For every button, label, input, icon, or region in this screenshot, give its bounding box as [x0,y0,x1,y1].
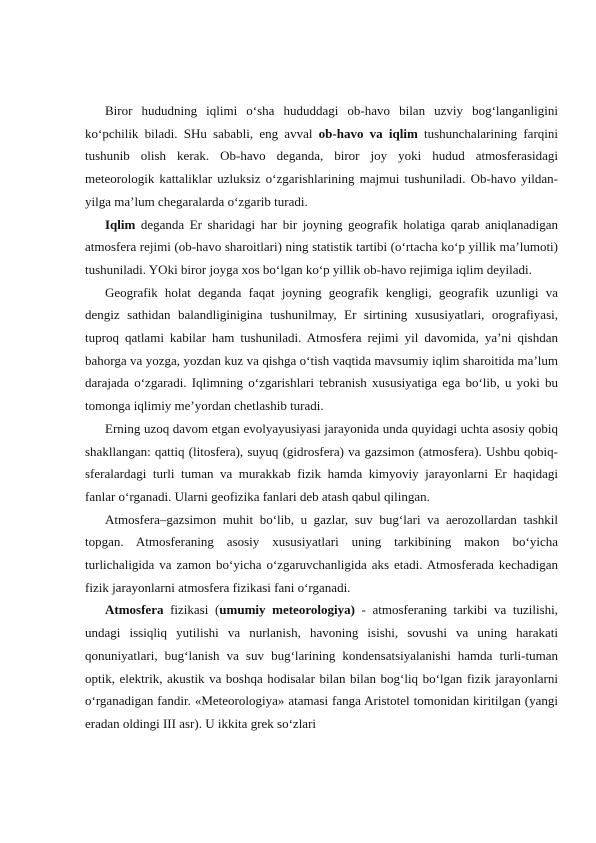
text-run: - atmosferaning tarkibi va tuzilishi, undagi issiqliq yutilishi va nurlanish, havoning isishi, sovushi va uning harakati qonuniyatlari, bug‘lanish va suv bug‘larining kondensatsiyalanishi hamda turli-tuman optik, elektrik, akustik va boshqa hodisalar bilan bilan bog‘liq bo‘lgan fizik jarayonlarni o‘rganadigan fandir. «Meteorologiya» atamasi fanga Aristotel tomonidan kiritilgan (yangi eradan oldingi III asr). U ikkita grek so‘zlari [85,602,558,731]
text-run: Geografik holat deganda faqat joyning geografik kengligi, geografik uzunligi va dengiz sathidan balandliginigina tushunilmay, Er sirtining xususiyatlari, orografiyasi, tuproq qatlami kabilar ham tushuniladi. Atmosfera rejimi yil davomida, ya’ni qishdan bahorga va yozga, yozdan kuz va qishga o‘tish vaqtida mavsumiy iqlim sharoitida ma’lum darajada o‘zgaradi. Iqlimning o‘zgarishlari tebranish xususiyatiga ega bo‘lib, u yoki bu tomonga iqlimiy me’yordan chetlashib turadi. [85,284,558,414]
text-run: deganda Er sharidagi har bir joyning geografik holatiga qarab aniqlanadigan atmosfera rejimi (ob-havo sharoitlari) ning statistik tartibi (o‘rtacha ko‘p yillik ma’lumoti) tushuniladi. YOki biror joyga xos bo‘lgan ko‘p yillik ob-havo rejimiga iqlim deyiladi. [85,216,558,277]
bold-term-iqlim: Iqlim [105,216,136,232]
paragraph-2 [85,214,558,282]
document-body [85,100,558,736]
text-run: fizikasi ( [163,602,220,618]
bold-term-atmosfera: Atmosfera [105,602,164,618]
bold-term-ob-havo-va-iqlim: ob-havo va iqlim [318,125,418,141]
paragraph-4 [85,418,558,509]
paragraph-6 [85,599,558,735]
text-run: Erning uzoq davom etgan evolyayusiyasi jarayonida unda quyidagi uchta asosiy qobiq shakllangan: qattiq (litosfera), suyuq (gidrosfera) va gazsimon (atmosfera). Ushbu qobiq-sferalardagi turli tuman va murakkab fizik hamda kimyoviy jarayonlarni Er haqidagi fanlar o‘rganadi. Ularni geofizika fanlari deb atash qabul qilingan. [85,420,558,504]
text-run: Atmosfera–gazsimon muhit bo‘lib, u gazlar, suv bug‘lari va aerozollardan tashkil topgan. Atmosferaning asosiy xususiyatlari uning tarkibining makon bo‘yicha turlichaligida va zamon bo‘yicha o‘zgaruvchanligida aks etadi. Atmosferada kechadigan fizik jarayonlarni atmosfera fizikasi fani o‘rganadi. [85,511,558,595]
text-run: Biror hududning iqlimi o‘sha hududdagi ob-havo bilan uzviy bog‘langanligini ko‘pchilik biladi. SHu sababli, eng avval [85,103,558,141]
paragraph-1 [85,100,558,214]
paragraph-5 [85,509,558,600]
paragraph-3 [85,282,558,418]
text-run: tushunchalarining farqini tushunib olish kerak. Ob-havo deganda, biror joy yoki hudud atmosferasidagi meteorologik kattaliklar uzluksiz o‘zgarishlarining majmui tushuniladi. Ob-havo yildan-yilga ma’lum chegaralarda o‘zgarib turadi. [85,125,558,209]
bold-term-umumiy-meteorologiya: umumiy meteorologiya) [219,602,355,618]
